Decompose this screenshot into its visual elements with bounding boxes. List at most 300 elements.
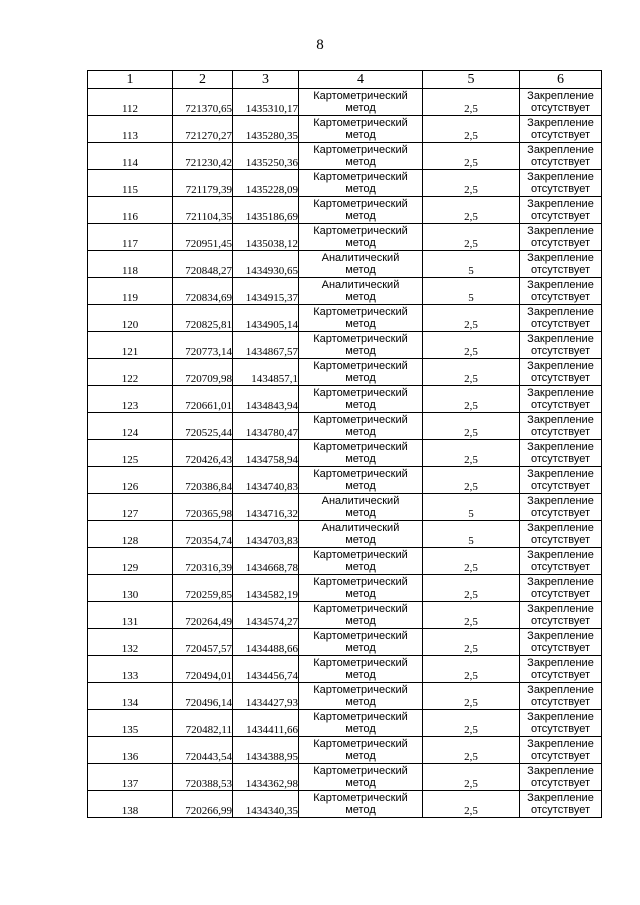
point-number-cell: 113	[88, 116, 173, 143]
y-coordinate-cell: 1435280,35	[233, 116, 299, 143]
method-line-2: метод	[345, 453, 376, 465]
point-number-cell: 129	[88, 548, 173, 575]
accuracy-cell: 2,5	[423, 737, 520, 764]
point-number-cell: 138	[88, 791, 173, 818]
x-coordinate-cell: 720316,39	[173, 548, 233, 575]
table-row	[88, 467, 602, 494]
fixing-cell	[520, 386, 602, 413]
accuracy-cell: 2,5	[423, 629, 520, 656]
table-row	[88, 629, 602, 656]
accuracy-cell: 2,5	[423, 467, 520, 494]
method-cell	[299, 467, 423, 494]
point-number-cell: 117	[88, 224, 173, 251]
point-number-cell: 133	[88, 656, 173, 683]
column-header: 3	[233, 71, 299, 89]
table-row	[88, 278, 602, 305]
y-coordinate-cell: 1435250,36	[233, 143, 299, 170]
table-row	[88, 116, 602, 143]
x-coordinate-cell: 721370,65	[173, 89, 233, 116]
table-header-row	[88, 71, 602, 89]
fixing-cell	[520, 332, 602, 359]
fixing-line-2: отсутствует	[530, 102, 590, 114]
fixing-cell	[520, 116, 602, 143]
fixing-cell	[520, 602, 602, 629]
method-line-1: Картометрический	[313, 225, 408, 237]
accuracy-cell: 2,5	[423, 89, 520, 116]
accuracy-cell: 2,5	[423, 197, 520, 224]
accuracy-cell: 2,5	[423, 575, 520, 602]
fixing-line-2: отсутствует	[530, 156, 590, 168]
method-line-2: метод	[345, 264, 376, 276]
accuracy-cell: 2,5	[423, 683, 520, 710]
method-cell	[299, 656, 423, 683]
y-coordinate-cell: 1434668,78	[233, 548, 299, 575]
x-coordinate-cell: 720266,99	[173, 791, 233, 818]
fixing-line-1: Закрепление	[527, 657, 594, 669]
method-line-1: Картометрический	[313, 414, 408, 426]
point-number-cell: 116	[88, 197, 173, 224]
x-coordinate-cell: 720661,01	[173, 386, 233, 413]
method-line-1: Картометрический	[313, 117, 408, 129]
point-number-cell: 114	[88, 143, 173, 170]
fixing-cell	[520, 710, 602, 737]
point-number-cell: 120	[88, 305, 173, 332]
point-number-cell: 121	[88, 332, 173, 359]
fixing-line-1: Закрепление	[527, 576, 594, 588]
method-cell	[299, 332, 423, 359]
x-coordinate-cell: 720443,54	[173, 737, 233, 764]
method-cell	[299, 764, 423, 791]
fixing-line-1: Закрепление	[527, 522, 594, 534]
coordinates-table	[87, 70, 602, 818]
fixing-line-2: отсутствует	[530, 804, 590, 816]
method-line-1: Картометрический	[313, 468, 408, 480]
method-line-2: метод	[345, 210, 376, 222]
table-row	[88, 224, 602, 251]
y-coordinate-cell: 1434574,27	[233, 602, 299, 629]
accuracy-cell: 2,5	[423, 656, 520, 683]
fixing-line-2: отсутствует	[530, 399, 590, 411]
accuracy-cell: 5	[423, 521, 520, 548]
accuracy-cell: 2,5	[423, 386, 520, 413]
y-coordinate-cell: 1435038,12	[233, 224, 299, 251]
column-header: 6	[520, 71, 602, 89]
method-cell	[299, 278, 423, 305]
fixing-cell	[520, 467, 602, 494]
method-cell	[299, 494, 423, 521]
accuracy-cell: 2,5	[423, 764, 520, 791]
table-row	[88, 197, 602, 224]
fixing-line-1: Закрепление	[527, 495, 594, 507]
fixing-cell	[520, 305, 602, 332]
fixing-line-2: отсутствует	[530, 615, 590, 627]
table-row	[88, 494, 602, 521]
table-row	[88, 170, 602, 197]
fixing-line-1: Закрепление	[527, 90, 594, 102]
method-line-2: метод	[345, 426, 376, 438]
point-number-cell: 115	[88, 170, 173, 197]
method-cell	[299, 251, 423, 278]
method-line-1: Картометрический	[313, 792, 408, 804]
x-coordinate-cell: 720264,49	[173, 602, 233, 629]
method-line-1: Картометрический	[313, 90, 408, 102]
fixing-cell	[520, 440, 602, 467]
method-cell	[299, 170, 423, 197]
method-line-2: метод	[345, 129, 376, 141]
y-coordinate-cell: 1434780,47	[233, 413, 299, 440]
point-number-cell: 131	[88, 602, 173, 629]
y-coordinate-cell: 1434362,98	[233, 764, 299, 791]
y-coordinate-cell: 1434857,1	[233, 359, 299, 386]
table-body	[88, 89, 602, 818]
y-coordinate-cell: 1434703,83	[233, 521, 299, 548]
method-line-1: Картометрический	[313, 306, 408, 318]
y-coordinate-cell: 1434340,35	[233, 791, 299, 818]
table-row	[88, 791, 602, 818]
y-coordinate-cell: 1435228,09	[233, 170, 299, 197]
table-row	[88, 737, 602, 764]
accuracy-cell: 2,5	[423, 413, 520, 440]
method-cell	[299, 89, 423, 116]
fixing-line-1: Закрепление	[527, 765, 594, 777]
accuracy-cell: 2,5	[423, 440, 520, 467]
fixing-line-2: отсутствует	[530, 345, 590, 357]
page-number: 8	[316, 37, 324, 53]
method-line-2: метод	[345, 561, 376, 573]
y-coordinate-cell: 1434456,74	[233, 656, 299, 683]
table-row	[88, 710, 602, 737]
column-header: 5	[423, 71, 520, 89]
fixing-cell	[520, 224, 602, 251]
method-line-2: метод	[345, 723, 376, 735]
fixing-line-1: Закрепление	[527, 414, 594, 426]
method-line-1: Картометрический	[313, 657, 408, 669]
point-number-cell: 130	[88, 575, 173, 602]
x-coordinate-cell: 720354,74	[173, 521, 233, 548]
fixing-line-1: Закрепление	[527, 549, 594, 561]
method-line-2: метод	[345, 615, 376, 627]
method-cell	[299, 359, 423, 386]
fixing-cell	[520, 791, 602, 818]
method-line-2: метод	[345, 642, 376, 654]
point-number-cell: 128	[88, 521, 173, 548]
method-line-1: Картометрический	[313, 738, 408, 750]
accuracy-cell: 2,5	[423, 332, 520, 359]
fixing-line-1: Закрепление	[527, 441, 594, 453]
fixing-cell	[520, 413, 602, 440]
table-row	[88, 413, 602, 440]
y-coordinate-cell: 1434388,95	[233, 737, 299, 764]
table-row	[88, 332, 602, 359]
table-row	[88, 251, 602, 278]
fixing-line-2: отсутствует	[530, 588, 590, 600]
fixing-line-1: Закрепление	[527, 171, 594, 183]
x-coordinate-cell: 721104,35	[173, 197, 233, 224]
method-cell	[299, 710, 423, 737]
method-line-2: метод	[345, 399, 376, 411]
fixing-line-2: отсутствует	[530, 183, 590, 195]
method-cell	[299, 197, 423, 224]
fixing-line-1: Закрепление	[527, 603, 594, 615]
method-cell	[299, 440, 423, 467]
method-line-1: Картометрический	[313, 603, 408, 615]
y-coordinate-cell: 1434411,66	[233, 710, 299, 737]
fixing-line-2: отсутствует	[530, 561, 590, 573]
method-line-2: метод	[345, 291, 376, 303]
method-line-2: метод	[345, 750, 376, 762]
method-line-1: Картометрический	[313, 684, 408, 696]
fixing-line-1: Закрепление	[527, 468, 594, 480]
method-line-2: метод	[345, 507, 376, 519]
point-number-cell: 123	[88, 386, 173, 413]
point-number-cell: 119	[88, 278, 173, 305]
point-number-cell: 122	[88, 359, 173, 386]
fixing-cell	[520, 629, 602, 656]
table-row	[88, 548, 602, 575]
table-row	[88, 305, 602, 332]
fixing-line-2: отсутствует	[530, 129, 590, 141]
x-coordinate-cell: 721179,39	[173, 170, 233, 197]
x-coordinate-cell: 720951,45	[173, 224, 233, 251]
fixing-line-1: Закрепление	[527, 792, 594, 804]
x-coordinate-cell: 721230,42	[173, 143, 233, 170]
fixing-line-1: Закрепление	[527, 387, 594, 399]
table-row	[88, 656, 602, 683]
fixing-line-2: отсутствует	[530, 237, 590, 249]
method-cell	[299, 548, 423, 575]
y-coordinate-cell: 1434930,65	[233, 251, 299, 278]
method-line-1: Картометрический	[313, 144, 408, 156]
fixing-cell	[520, 89, 602, 116]
table-row	[88, 521, 602, 548]
accuracy-cell: 5	[423, 278, 520, 305]
fixing-line-2: отсутствует	[530, 750, 590, 762]
method-cell	[299, 224, 423, 251]
method-cell	[299, 305, 423, 332]
x-coordinate-cell: 720773,14	[173, 332, 233, 359]
method-line-1: Аналитический	[321, 279, 400, 291]
x-coordinate-cell: 720848,27	[173, 251, 233, 278]
point-number-cell: 112	[88, 89, 173, 116]
accuracy-cell: 5	[423, 251, 520, 278]
y-coordinate-cell: 1434758,94	[233, 440, 299, 467]
method-line-1: Аналитический	[321, 495, 400, 507]
method-line-1: Картометрический	[313, 171, 408, 183]
point-number-cell: 137	[88, 764, 173, 791]
y-coordinate-cell: 1434843,94	[233, 386, 299, 413]
table-row	[88, 602, 602, 629]
fixing-cell	[520, 764, 602, 791]
x-coordinate-cell: 720388,53	[173, 764, 233, 791]
method-cell	[299, 116, 423, 143]
point-number-cell: 132	[88, 629, 173, 656]
table-row	[88, 359, 602, 386]
table-row	[88, 386, 602, 413]
accuracy-cell: 2,5	[423, 143, 520, 170]
fixing-cell	[520, 278, 602, 305]
fixing-cell	[520, 548, 602, 575]
method-line-2: метод	[345, 588, 376, 600]
method-cell	[299, 791, 423, 818]
table-row	[88, 143, 602, 170]
table-row	[88, 89, 602, 116]
fixing-cell	[520, 683, 602, 710]
fixing-line-1: Закрепление	[527, 630, 594, 642]
fixing-line-1: Закрепление	[527, 252, 594, 264]
fixing-line-1: Закрепление	[527, 360, 594, 372]
accuracy-cell: 2,5	[423, 224, 520, 251]
fixing-line-1: Закрепление	[527, 198, 594, 210]
accuracy-cell: 2,5	[423, 602, 520, 629]
fixing-line-2: отсутствует	[530, 507, 590, 519]
accuracy-cell: 2,5	[423, 710, 520, 737]
fixing-cell	[520, 494, 602, 521]
method-line-2: метод	[345, 318, 376, 330]
fixing-line-2: отсутствует	[530, 210, 590, 222]
method-line-2: метод	[345, 237, 376, 249]
method-line-2: метод	[345, 669, 376, 681]
y-coordinate-cell: 1434488,66	[233, 629, 299, 656]
method-cell	[299, 143, 423, 170]
column-header: 4	[299, 71, 423, 89]
accuracy-cell: 2,5	[423, 305, 520, 332]
method-line-1: Картометрический	[313, 387, 408, 399]
fixing-line-2: отсутствует	[530, 372, 590, 384]
column-header: 2	[173, 71, 233, 89]
method-line-1: Картометрический	[313, 441, 408, 453]
x-coordinate-cell: 720496,14	[173, 683, 233, 710]
accuracy-cell: 5	[423, 494, 520, 521]
x-coordinate-cell: 720525,44	[173, 413, 233, 440]
column-header: 1	[88, 71, 173, 89]
y-coordinate-cell: 1434740,83	[233, 467, 299, 494]
x-coordinate-cell: 720709,98	[173, 359, 233, 386]
table-row	[88, 575, 602, 602]
fixing-cell	[520, 251, 602, 278]
method-cell	[299, 413, 423, 440]
table-row	[88, 683, 602, 710]
point-number-cell: 134	[88, 683, 173, 710]
method-line-1: Аналитический	[321, 522, 400, 534]
method-cell	[299, 575, 423, 602]
point-number-cell: 135	[88, 710, 173, 737]
method-line-2: метод	[345, 534, 376, 546]
fixing-line-2: отсутствует	[530, 696, 590, 708]
accuracy-cell: 2,5	[423, 170, 520, 197]
fixing-line-1: Закрепление	[527, 306, 594, 318]
accuracy-cell: 2,5	[423, 359, 520, 386]
method-cell	[299, 386, 423, 413]
fixing-cell	[520, 521, 602, 548]
point-number-cell: 125	[88, 440, 173, 467]
fixing-line-1: Закрепление	[527, 117, 594, 129]
point-number-cell: 118	[88, 251, 173, 278]
accuracy-cell: 2,5	[423, 791, 520, 818]
x-coordinate-cell: 720825,81	[173, 305, 233, 332]
point-number-cell: 124	[88, 413, 173, 440]
method-line-1: Картометрический	[313, 711, 408, 723]
y-coordinate-cell: 1435310,17	[233, 89, 299, 116]
method-line-2: метод	[345, 804, 376, 816]
fixing-cell	[520, 737, 602, 764]
point-number-cell: 127	[88, 494, 173, 521]
method-line-1: Картометрический	[313, 360, 408, 372]
method-line-2: метод	[345, 372, 376, 384]
x-coordinate-cell: 720259,85	[173, 575, 233, 602]
fixing-cell	[520, 575, 602, 602]
x-coordinate-cell: 720494,01	[173, 656, 233, 683]
x-coordinate-cell: 720365,98	[173, 494, 233, 521]
y-coordinate-cell: 1435186,69	[233, 197, 299, 224]
method-line-2: метод	[345, 696, 376, 708]
method-cell	[299, 737, 423, 764]
accuracy-cell: 2,5	[423, 116, 520, 143]
fixing-line-2: отсутствует	[530, 534, 590, 546]
fixing-cell	[520, 197, 602, 224]
method-line-2: метод	[345, 183, 376, 195]
method-line-1: Картометрический	[313, 765, 408, 777]
fixing-line-1: Закрепление	[527, 711, 594, 723]
x-coordinate-cell: 720482,11	[173, 710, 233, 737]
method-line-1: Картометрический	[313, 549, 408, 561]
method-line-2: метод	[345, 345, 376, 357]
point-number-cell: 136	[88, 737, 173, 764]
method-line-2: метод	[345, 102, 376, 114]
fixing-line-1: Закрепление	[527, 738, 594, 750]
y-coordinate-cell: 1434915,37	[233, 278, 299, 305]
method-line-1: Картометрический	[313, 333, 408, 345]
fixing-line-1: Закрепление	[527, 225, 594, 237]
fixing-line-2: отсутствует	[530, 291, 590, 303]
method-line-2: метод	[345, 156, 376, 168]
fixing-line-2: отсутствует	[530, 264, 590, 276]
fixing-cell	[520, 359, 602, 386]
x-coordinate-cell: 720386,84	[173, 467, 233, 494]
accuracy-cell: 2,5	[423, 548, 520, 575]
fixing-line-2: отсутствует	[530, 453, 590, 465]
method-line-1: Картометрический	[313, 630, 408, 642]
method-line-2: метод	[345, 480, 376, 492]
fixing-line-2: отсутствует	[530, 642, 590, 654]
fixing-line-1: Закрепление	[527, 279, 594, 291]
method-line-1: Аналитический	[321, 252, 400, 264]
y-coordinate-cell: 1434582,19	[233, 575, 299, 602]
fixing-line-2: отсутствует	[530, 723, 590, 735]
method-line-2: метод	[345, 777, 376, 789]
fixing-line-2: отсутствует	[530, 318, 590, 330]
x-coordinate-cell: 720457,57	[173, 629, 233, 656]
table-row	[88, 440, 602, 467]
fixing-line-2: отсутствует	[530, 777, 590, 789]
table-row	[88, 764, 602, 791]
fixing-cell	[520, 143, 602, 170]
fixing-line-1: Закрепление	[527, 144, 594, 156]
method-cell	[299, 683, 423, 710]
x-coordinate-cell: 720834,69	[173, 278, 233, 305]
fixing-line-2: отсутствует	[530, 480, 590, 492]
method-cell	[299, 602, 423, 629]
point-number-cell: 126	[88, 467, 173, 494]
x-coordinate-cell: 721270,27	[173, 116, 233, 143]
y-coordinate-cell: 1434905,14	[233, 305, 299, 332]
fixing-cell	[520, 656, 602, 683]
method-cell	[299, 629, 423, 656]
y-coordinate-cell: 1434716,32	[233, 494, 299, 521]
method-line-1: Картометрический	[313, 576, 408, 588]
fixing-line-2: отсутствует	[530, 669, 590, 681]
fixing-line-1: Закрепление	[527, 684, 594, 696]
fixing-line-1: Закрепление	[527, 333, 594, 345]
